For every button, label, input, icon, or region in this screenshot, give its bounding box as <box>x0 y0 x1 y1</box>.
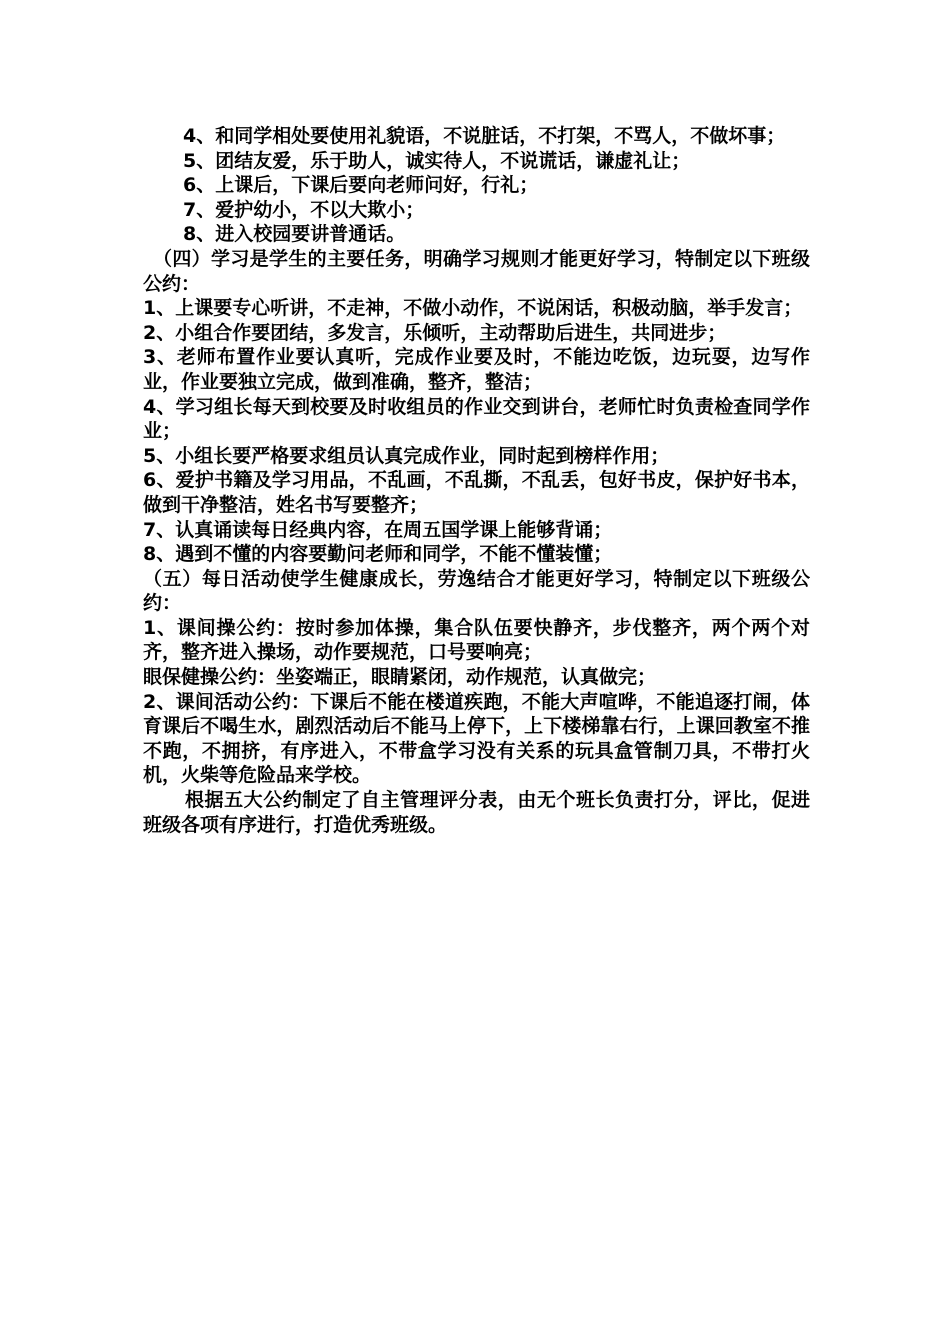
study-rule-7: 7、认真诵读每日经典内容，在周五国学课上能够背诵； <box>143 518 613 541</box>
eye-exercise-rule: 眼保健操公约：坐姿端正，眼睛紧闭，动作规范，认真做完； <box>143 666 657 689</box>
document-body <box>143 124 810 837</box>
rule-6-greeting: 6、上课后，下课后要向老师问好，行礼； <box>183 174 539 197</box>
section-four-heading: （四）学习是学生的主要任务，明确学习规则才能更好学习，特制定以下班级公约： <box>143 247 810 295</box>
study-rule-5: 5、小组长要严格要求组员认真完成作业，同时起到榜样作用； <box>143 444 670 467</box>
rule-7-care-young: 7、爱护幼小，不以大欺小； <box>183 198 425 221</box>
study-rule-1: 1、上课要专心听讲，不走神，不做小动作，不说闲话，积极动脑，举手发言； <box>143 297 803 320</box>
closing-paragraph: 根据五大公约制定了自主管理评分表，由无个班长负责打分，评比，促进班级各项有序进行，打造优秀班级。 <box>143 789 810 836</box>
rule-5-unity: 5、团结友爱，乐于助人，诚实待人，不说谎话，谦虚礼让； <box>183 149 691 172</box>
rule-4-courtesy: 4、和同学相处要使用礼貌语，不说脏话，不打架，不骂人，不做坏事； <box>183 125 786 147</box>
activity-rule-2: 2、课间活动公约：下课后不能在楼道疾跑，不能大声喧哗，不能追逐打闹，体育课后不喝生水，剧烈活动后不能马上停下，上下楼梯靠右行，上课回教室不推不跑，不拥挤，有序进入，不带盒学习没有关系的玩具盒管制刀具，不带打火机，火柴等危险品来学校。 <box>143 690 810 787</box>
section-five-heading: （五）每日活动使学生健康成长，劳逸结合才能更好学习，特制定以下班级公约： <box>143 567 810 615</box>
study-rule-6: 6、爱护书籍及学习用品，不乱画，不乱撕，不乱丢，包好书皮，保护好书本，做到干净整洁，姓名书写要整齐； <box>143 469 810 516</box>
study-rule-2: 2、小组合作要团结，多发言，乐倾听，主动帮助后进生，共同进步； <box>143 321 727 344</box>
study-rule-3: 3、老师布置作业要认真听，完成作业要及时，不能边吃饭，边玩耍，边写作业，作业要独立完成，做到准确，整齐，整洁； <box>143 346 810 393</box>
study-rule-4: 4、学习组长每天到校要及时收组员的作业交到讲台，老师忙时负责检查同学作业； <box>143 395 810 443</box>
rule-8-mandarin: 8、进入校园要讲普通话。 <box>183 223 406 246</box>
study-rule-8: 8、遇到不懂的内容要勤问老师和同学，不能不懂装懂； <box>143 543 613 566</box>
activity-rule-1: 1、课间操公约：按时参加体操，集合队伍要快静齐，步伐整齐，两个两个对齐，整齐进入操场，动作要规范，口号要响亮； <box>143 616 810 664</box>
